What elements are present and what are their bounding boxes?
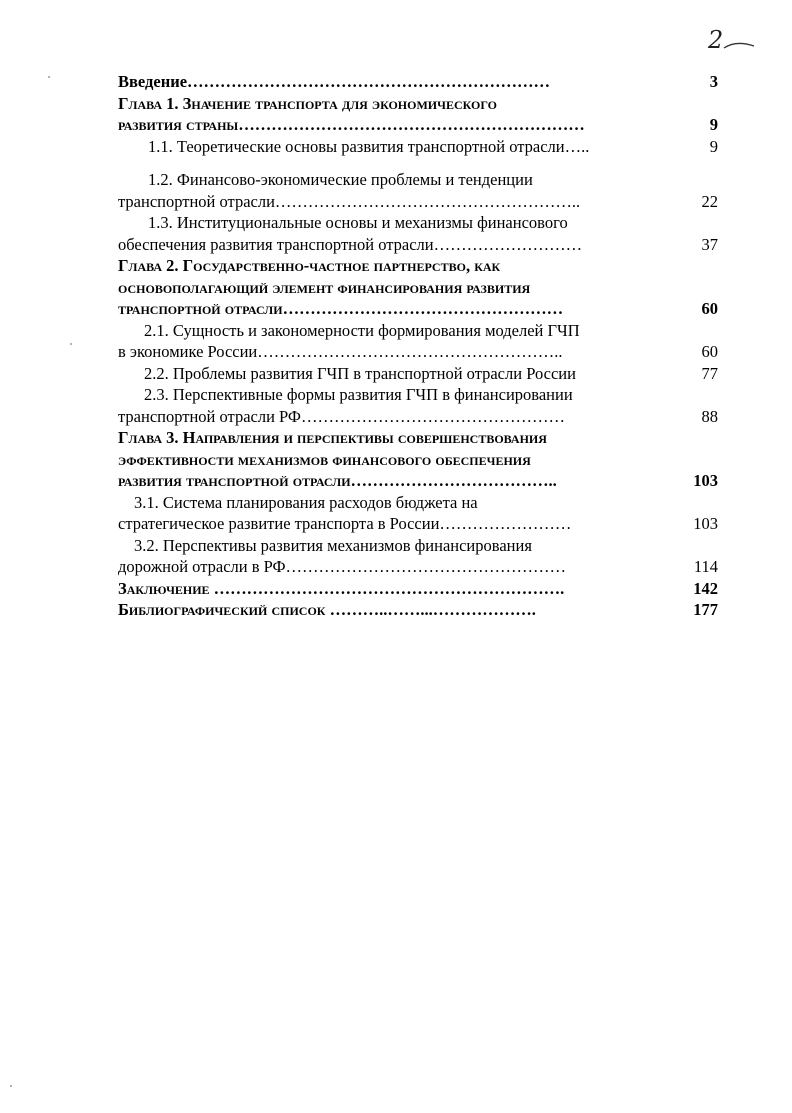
toc-entry-section-1-2[interactable] (118, 169, 718, 212)
toc-page-number: 88 (701, 406, 718, 426)
toc-entry-text: Глава 3. Направления и перспективы совершенствования (118, 428, 547, 447)
handwritten-stroke-icon (706, 28, 758, 56)
toc-entry-section-1-3[interactable] (118, 212, 718, 255)
toc-entry-text: Библиографический список ………..……...………………. (118, 600, 536, 619)
toc-page-number: 77 (701, 363, 718, 383)
toc-entry-text: 1.3. Институциональные основы и механизмы финансового (148, 213, 568, 232)
toc-entry-introduction[interactable] (118, 71, 718, 93)
toc-entry-chapter-1[interactable] (118, 93, 718, 136)
toc-entry-text: 2.3. Перспективные формы развития ГЧП в финансировании (144, 385, 573, 404)
toc-entry-section-2-2[interactable] (118, 363, 718, 385)
toc-entry-text: 3.2. Перспективы развития механизмов финансирования (134, 535, 532, 555)
toc-entry-text: развития страны……………………………………………………… (118, 115, 585, 134)
toc-entry-text: транспортной отрасли……………………………………………….. (118, 191, 581, 211)
toc-page-number: 60 (701, 342, 718, 361)
toc-entry-section-1-1[interactable] (118, 136, 718, 158)
toc-entry-conclusion[interactable] (118, 578, 718, 600)
toc-entry-text: транспортной отрасли РФ………………………………………… (118, 406, 565, 426)
toc-entry-text: 3.1. Система планирования расходов бюджета на (134, 492, 478, 512)
toc-entry-text: 2.2. Проблемы развития ГЧП в транспортной отрасли России (144, 363, 576, 383)
scan-speck (10, 1085, 12, 1087)
page-mark-text: 2 (708, 26, 724, 54)
toc-page-number: 3 (709, 72, 718, 91)
toc-entry-text: обеспечения развития транспортной отрасли……………………… (118, 234, 583, 254)
toc-entry-section-2-1[interactable] (118, 320, 718, 363)
table-of-contents (118, 71, 718, 621)
toc-entry-section-3-1[interactable] (118, 492, 718, 535)
toc-entry-text: в экономике России……………………………………………….. (118, 342, 563, 361)
toc-page-number: 103 (693, 471, 718, 490)
toc-entry-text: Заключение ………………………………………………………. (118, 578, 565, 598)
toc-page-number: 60 (701, 299, 718, 318)
toc-entry-chapter-2[interactable] (118, 255, 718, 320)
toc-entry-text: Глава 2. Государственно-частное партнерство, как (118, 256, 501, 275)
toc-entry-text: основополагающий элемент финансирования развития (118, 277, 531, 297)
spacer (118, 157, 718, 169)
toc-page-number: 177 (693, 600, 718, 619)
toc-entry-text: 2.1. Сущность и закономерности формирования моделей ГЧП (144, 320, 580, 340)
toc-entry-text: развития транспортной отрасли……………………………….. (118, 471, 557, 490)
toc-page-number: 9 (709, 115, 718, 134)
toc-entry-chapter-3[interactable] (118, 427, 718, 492)
scan-speck (70, 343, 72, 345)
toc-page-number: 114 (693, 557, 718, 576)
toc-entry-text: Глава 1. Значение транспорта для экономического (118, 93, 498, 113)
toc-entry-text: 1.1. Теоретические основы развития транспортной отрасли….. (148, 136, 590, 156)
toc-page-number: 142 (693, 578, 718, 598)
toc-entry-text: дорожной отрасли в РФ…………………………………………… (118, 557, 567, 576)
toc-page-number: 103 (693, 514, 718, 533)
handwritten-page-number (706, 28, 758, 56)
toc-page-number: 22 (701, 191, 718, 211)
toc-entry-text: транспортной отрасли…………………………………………… (118, 299, 564, 318)
toc-entry-text: Введение………………………………………………………… (118, 72, 551, 91)
scan-speck (48, 76, 50, 78)
toc-entry-text: 1.2. Финансово-экономические проблемы и тенденции (148, 170, 533, 189)
toc-entry-text: эффективности механизмов финансового обеспечения (118, 449, 531, 469)
toc-entry-section-2-3[interactable] (118, 384, 718, 427)
toc-page-number: 37 (701, 234, 718, 254)
toc-entry-text: стратегическое развитие транспорта в России…………………… (118, 514, 572, 533)
toc-entry-section-3-2[interactable] (118, 535, 718, 578)
toc-page-number: 9 (709, 136, 718, 156)
toc-entry-bibliography[interactable] (118, 599, 718, 621)
